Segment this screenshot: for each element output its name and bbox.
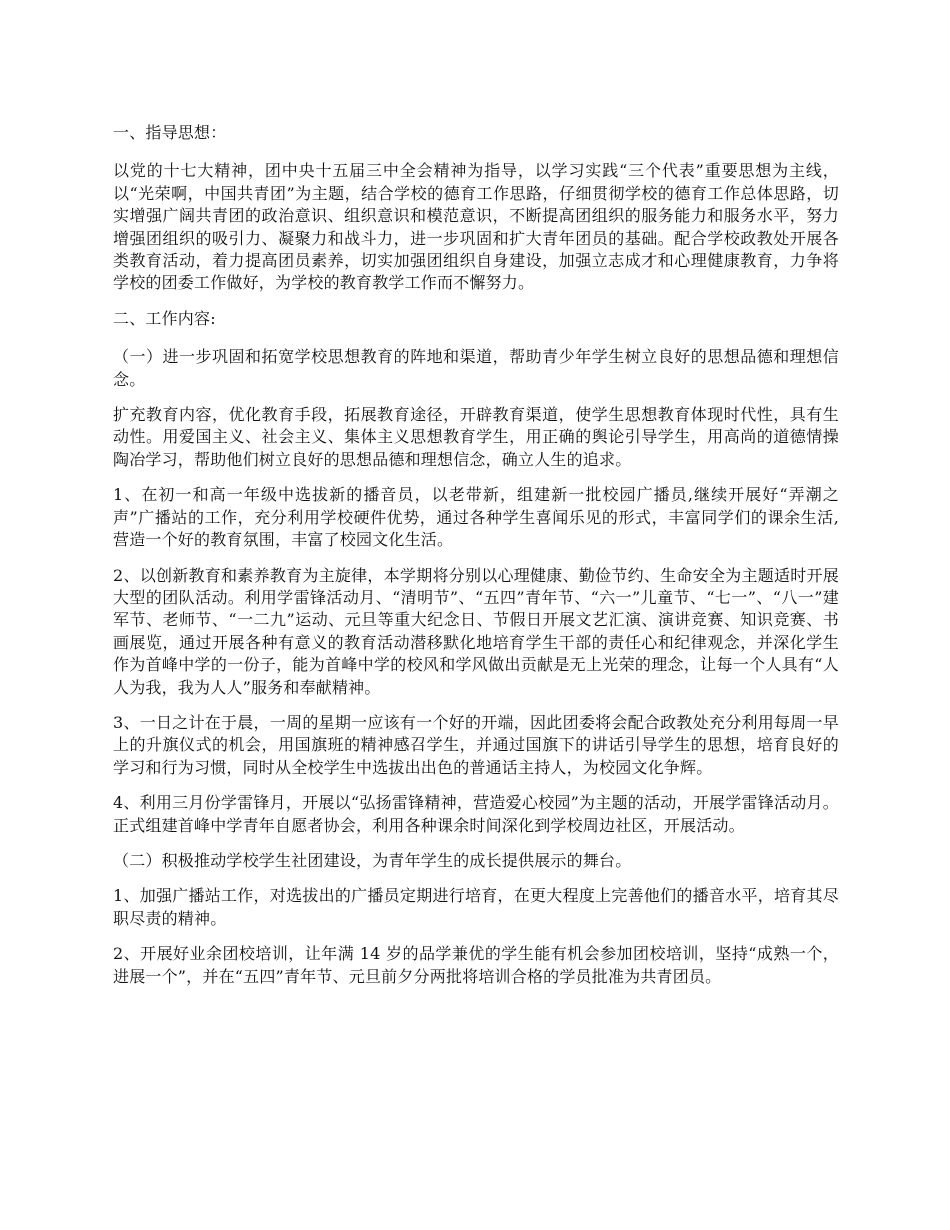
- list-item-4-lei-feng: 4、利用三月份学雷锋月，开展以“弘扬雷锋精神，营造爱心校园”为主题的活动，开展学雷锋活动月。正式组建首峰中学青年自愿者协会，利用各种课余时间深化到学校周边社区，开展活动。: [113, 793, 839, 835]
- subsection-heading-2: （二）积极推动学校学生社团建设，为青年学生的成长提供展示的舞台。: [113, 850, 632, 870]
- subsection-heading-1: （一）进一步巩固和拓宽学校思想教育的阵地和渠道，帮助青少年学生树立良好的思想品德和理想信念。: [113, 347, 839, 389]
- paragraph-guiding-ideology: 以党的十七大精神，团中央十五届三中全会精神为指导，以学习实践“三个代表”重要思想为主线，以“光荣啊，中国共青团”为主题，结合学校的德育工作思路，仔细贯彻学校的德育工作总体思路，切实增强广阔共青团的政治意识、组织意识和模范意识，不断提高团组织的服务能力和服务水平，努力增强团组织的吸引力、凝聚力和战斗力，进一步巩固和扩大青年团员的基础。配合学校政教处开展各类教育活动，着力提高团员素养，切实加强团组织自身建设，加强立志成才和心理健康教育，力争将学校的团委工作做好，为学校的教育教学工作而不懈努力。: [113, 161, 839, 293]
- section-heading-work-content: 二、工作内容:: [113, 308, 216, 328]
- list-item-3-flag-ceremony: 3、一日之计在于晨，一周的星期一应该有一个好的开端，因此团委将会配合政教处充分利用每周一早上的升旗仪式的机会，用国旗班的精神感召学生，并通过国旗下的讲话引导学生的思想，培育良好的学习和行为习惯，同时从全校学生中选拔出出色的普通话主持人，为校园文化争辉。: [113, 712, 839, 777]
- list-item-2-league-school: 2、开展好业余团校培训，让年满 14 岁的品学兼优的学生能有机会参加团校培训，坚持“成熟一个，进展一个”，并在“五四”青年节、元旦前夕分两批将培训合格的学员批准为共青团员。: [113, 944, 839, 986]
- document-page: [113, 122, 839, 1001]
- section-heading-guiding-ideology: 一、指导思想：: [113, 123, 227, 142]
- paragraph-education-content: 扩充教育内容，优化教育手段，拓展教育途径，开辟教育渠道，使学生思想教育体现时代性，具有生动性。用爱国主义、社会主义、集体主义思想教育学生，用正确的舆论引导学生，用高尚的道德情操陶冶学习，帮助他们树立良好的思想品德和理想信念，确立人生的追求。: [113, 405, 839, 469]
- list-item-2-activities: 2、以创新教育和素养教育为主旋律，本学期将分别以心理健康、勤俭节约、生命安全为主题适时开展大型的团队活动。利用学雷锋活动月、“清明节”、“五四”青年节、“六一”儿童节、“七一”、“八一”建军节、老师节、“一二九”运动、元旦等重大纪念日、节假日开展文艺汇演、演讲竞赛、知识竞赛、书画展览，通过开展各种有意义的教育活动潜移默化地培育学生干部的责任心和纪律观念，并深化学生作为首峰中学的一份子，能为首峰中学的校风和学风做出贡献是无上光荣的理念，让每一个人具有“人人为我，我为人人”服务和奉献精神。: [113, 565, 839, 697]
- list-item-1-broadcast-station: 1、加强广播站工作，对选拔出的广播员定期进行培育，在更大程度上完善他们的播音水平，培育其尽职尽责的精神。: [113, 886, 839, 928]
- list-item-1-broadcast: 1、在初一和高一年级中选拔新的播音员，以老带新，组建新一批校园广播员,继续开展好“弄潮之声”广播站的工作，充分利用学校硬件优势，通过各种学生喜闻乐见的形式，丰富同学们的课余生活,营造一个好的教育氛围，丰富了校园文化生活。: [113, 485, 839, 550]
